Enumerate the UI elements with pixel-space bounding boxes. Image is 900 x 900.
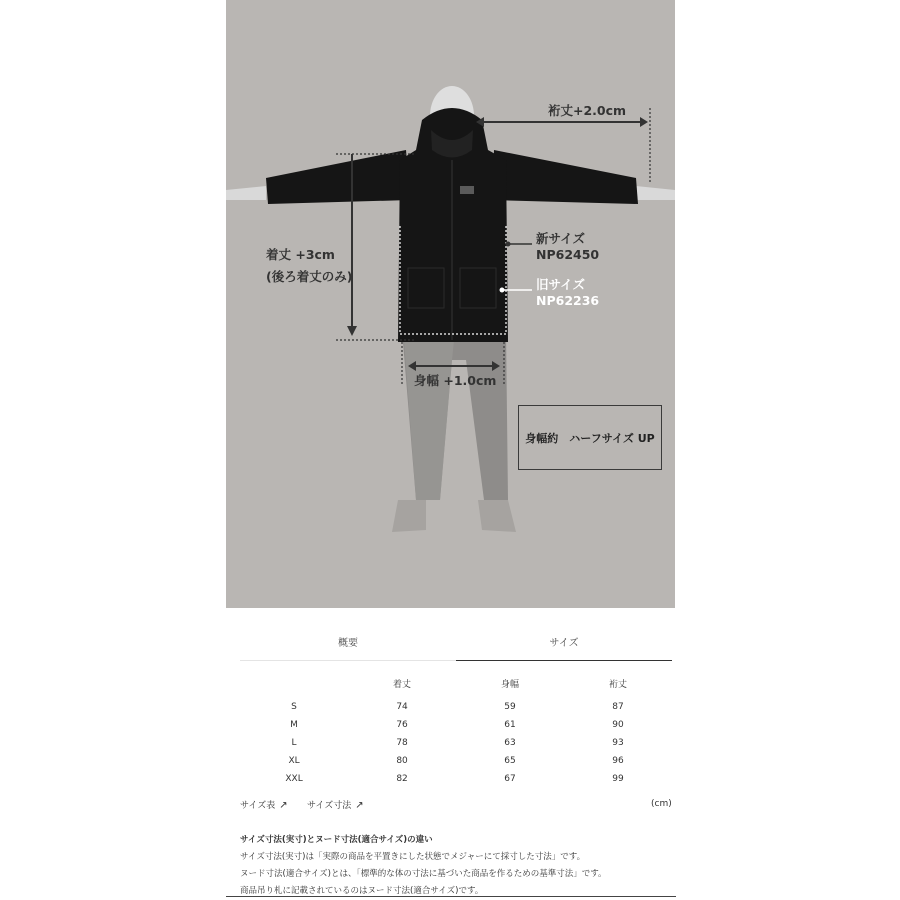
- old-size-label: 旧サイズ: [536, 277, 586, 292]
- length-label: 着丈 +3cm: [266, 247, 335, 262]
- notes-line-3: 商品吊り札に記載されているのはヌード寸法(適合サイズ)です。: [240, 886, 484, 896]
- table-header-width: 身幅: [501, 679, 520, 690]
- length-cell: 74: [396, 702, 408, 712]
- size-chart-link[interactable]: [240, 798, 288, 811]
- table-row: [240, 716, 672, 734]
- table-row: [240, 698, 672, 716]
- tab-overview[interactable]: 概要: [240, 630, 456, 661]
- notes-line-2: ヌード寸法(適合サイズ)とは、「標準的な体の寸法に基づいた商品を作るための基準寸法」です。: [240, 869, 607, 879]
- table-header-row: [240, 668, 672, 698]
- size-cell: XL: [288, 756, 300, 766]
- size-measure-link[interactable]: [307, 798, 364, 811]
- new-size-label: 新サイズ: [536, 231, 586, 246]
- new-size-model: NP62450: [536, 247, 600, 262]
- notes-line-1: サイズ寸法(実寸)は「実際の商品を平置きにした状態でメジャーにて採寸した寸法」です。: [240, 852, 586, 862]
- mannequin-illustration: [226, 0, 675, 608]
- notes-heading: サイズ寸法(実寸)とヌード寸法(適合サイズ)の違い: [240, 835, 433, 845]
- sleeve-cell: 96: [612, 756, 624, 766]
- sleeve-cell: 93: [612, 738, 624, 748]
- external-arrow-icon: ↗: [279, 800, 288, 811]
- table-header-length: 着丈: [393, 679, 412, 690]
- bottom-divider: [226, 896, 676, 897]
- table-header-size: [240, 668, 348, 698]
- width-cell: 59: [504, 702, 516, 712]
- old-size-model: NP62236: [536, 293, 600, 308]
- length-cell: 82: [396, 774, 408, 784]
- half-size-up-note: 身幅約 ハーフサイズ UP: [518, 405, 662, 470]
- size-cell: M: [290, 720, 298, 730]
- sleeve-length-label: 裄丈+2.0cm: [548, 103, 627, 118]
- body-width-label: 身幅 +1.0cm: [414, 373, 497, 388]
- table-header-sleeve: 裄丈: [609, 679, 628, 690]
- size-table: [240, 668, 672, 788]
- table-row: [240, 752, 672, 770]
- width-cell: 67: [504, 774, 516, 784]
- sleeve-cell: 99: [612, 774, 624, 784]
- size-cell: XXL: [285, 774, 303, 784]
- size-cell: S: [291, 702, 297, 712]
- sleeve-cell: 87: [612, 702, 624, 712]
- table-row: [240, 734, 672, 752]
- table-row: [240, 770, 672, 788]
- size-cell: L: [291, 738, 297, 748]
- size-comparison-figure: [226, 0, 675, 608]
- unit-label: (cm): [651, 799, 672, 809]
- tab-size[interactable]: サイズ: [456, 630, 672, 661]
- length-note-label: (後ろ着丈のみ): [266, 269, 353, 284]
- length-cell: 78: [396, 738, 408, 748]
- length-cell: 80: [396, 756, 408, 766]
- sleeve-cell: 90: [612, 720, 624, 730]
- width-cell: 65: [504, 756, 516, 766]
- size-chart-link-label: サイズ表: [240, 801, 276, 811]
- width-cell: 61: [504, 720, 516, 730]
- external-arrow-icon: ↗: [355, 800, 364, 811]
- size-measure-link-label: サイズ寸法: [307, 801, 352, 811]
- width-cell: 63: [504, 738, 516, 748]
- length-cell: 76: [396, 720, 408, 730]
